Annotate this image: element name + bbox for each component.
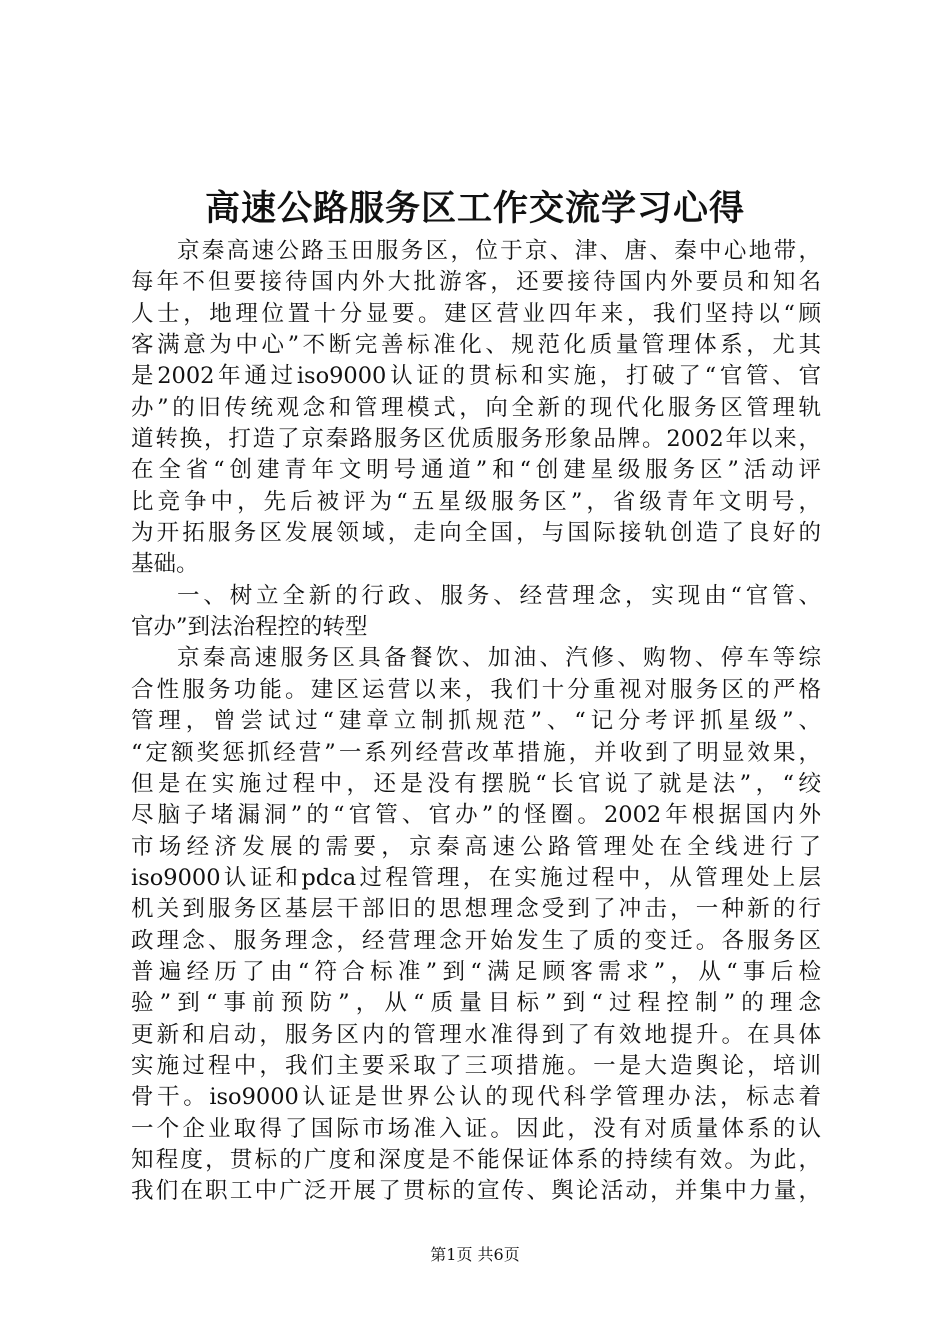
section-heading-line: 一、树立全新的行政、服务、经营理念，实现由“官管、 <box>177 582 821 609</box>
text-line: 比竞争中，先后被评为“五星级服务区”，省级青年文明号， <box>131 488 821 515</box>
section-heading-line: 官办”到法治程控的转型 <box>131 614 368 641</box>
text-line: 市场经济发展的需要，京秦高速公路管理处在全线进行了 <box>131 833 821 860</box>
text-line: 骨干。iso9000认证是世界公认的现代科学管理办法，标志着 <box>131 1084 821 1111</box>
text-line: 实施过程中，我们主要采取了三项措施。一是大造舆论，培训 <box>131 1052 821 1079</box>
text-line: 在全省“创建青年文明号通道”和“创建星级服务区”活动评 <box>131 457 821 484</box>
text-line: 是2002年通过iso9000认证的贯标和实施，打破了“官管、官 <box>131 363 821 390</box>
text-line: 合性服务功能。建区运营以来，我们十分重视对服务区的严格 <box>131 676 821 703</box>
text-line: iso9000认证和pdca过程管理，在实施过程中，从管理处上层 <box>131 864 821 891</box>
text-line: “定额奖惩抓经营”一系列经营改革措施，并收到了明显效果， <box>131 739 821 766</box>
text-line: 政理念、服务理念，经营理念开始发生了质的变迁。各服务区 <box>131 927 821 954</box>
text-line: 京秦高速服务区具备餐饮、加油、汽修、购物、停车等综 <box>177 645 821 672</box>
text-line: 客满意为中心”不断完善标准化、规范化质量管理体系，尤其 <box>131 332 821 359</box>
document-title: 高速公路服务区工作交流学习心得 <box>204 188 745 229</box>
text-line: 京秦高速公路玉田服务区，位于京、津、唐、秦中心地带， <box>177 238 821 264</box>
text-line: 机关到服务区基层干部旧的思想理念受到了冲击，一种新的行 <box>131 896 821 923</box>
text-line: 基础。 <box>131 551 199 578</box>
text-line: 管理，曾尝试过“建章立制抓规范”、“记分考评抓星级”、 <box>131 708 821 735</box>
text-line: 办”的旧传统观念和管理模式，向全新的现代化服务区管理轨 <box>131 394 821 421</box>
document-body <box>131 236 821 1208</box>
text-line: 验”到“事前预防”，从“质量目标”到“过程控制”的理念 <box>131 990 821 1017</box>
text-line: 我们在职工中广泛开展了贯标的宣传、舆论活动，并集中力量， <box>131 1178 821 1205</box>
text-line: 人士，地理位置十分显要。建区营业四年来，我们坚持以“顾 <box>131 300 821 327</box>
text-line: 知程度，贯标的广度和深度是不能保证体系的持续有效。为此， <box>131 1146 821 1173</box>
text-line: 每年不但要接待国内外大批游客，还要接待国内外要员和知名 <box>131 269 821 296</box>
text-line: 但是在实施过程中，还是没有摆脱“长官说了就是法”，“绞 <box>131 770 821 797</box>
text-line: 为开拓服务区发展领域，走向全国，与国际接轨创造了良好的 <box>131 520 821 547</box>
text-line: 尽脑子堵漏洞”的“官管、官办”的怪圈。2002年根据国内外 <box>131 802 821 829</box>
text-line: 更新和启动，服务区内的管理水准得到了有效地提升。在具体 <box>131 1021 821 1048</box>
text-line: 道转换，打造了京秦路服务区优质服务形象品牌。2002年以来， <box>131 426 821 453</box>
text-line: 普遍经历了由“符合标准”到“满足顾客需求”，从“事后检 <box>131 958 821 985</box>
text-line: 一个企业取得了国际市场准入证。因此，没有对质量体系的认 <box>131 1115 821 1142</box>
page-footer: 第1页 共6页 <box>430 1245 520 1264</box>
